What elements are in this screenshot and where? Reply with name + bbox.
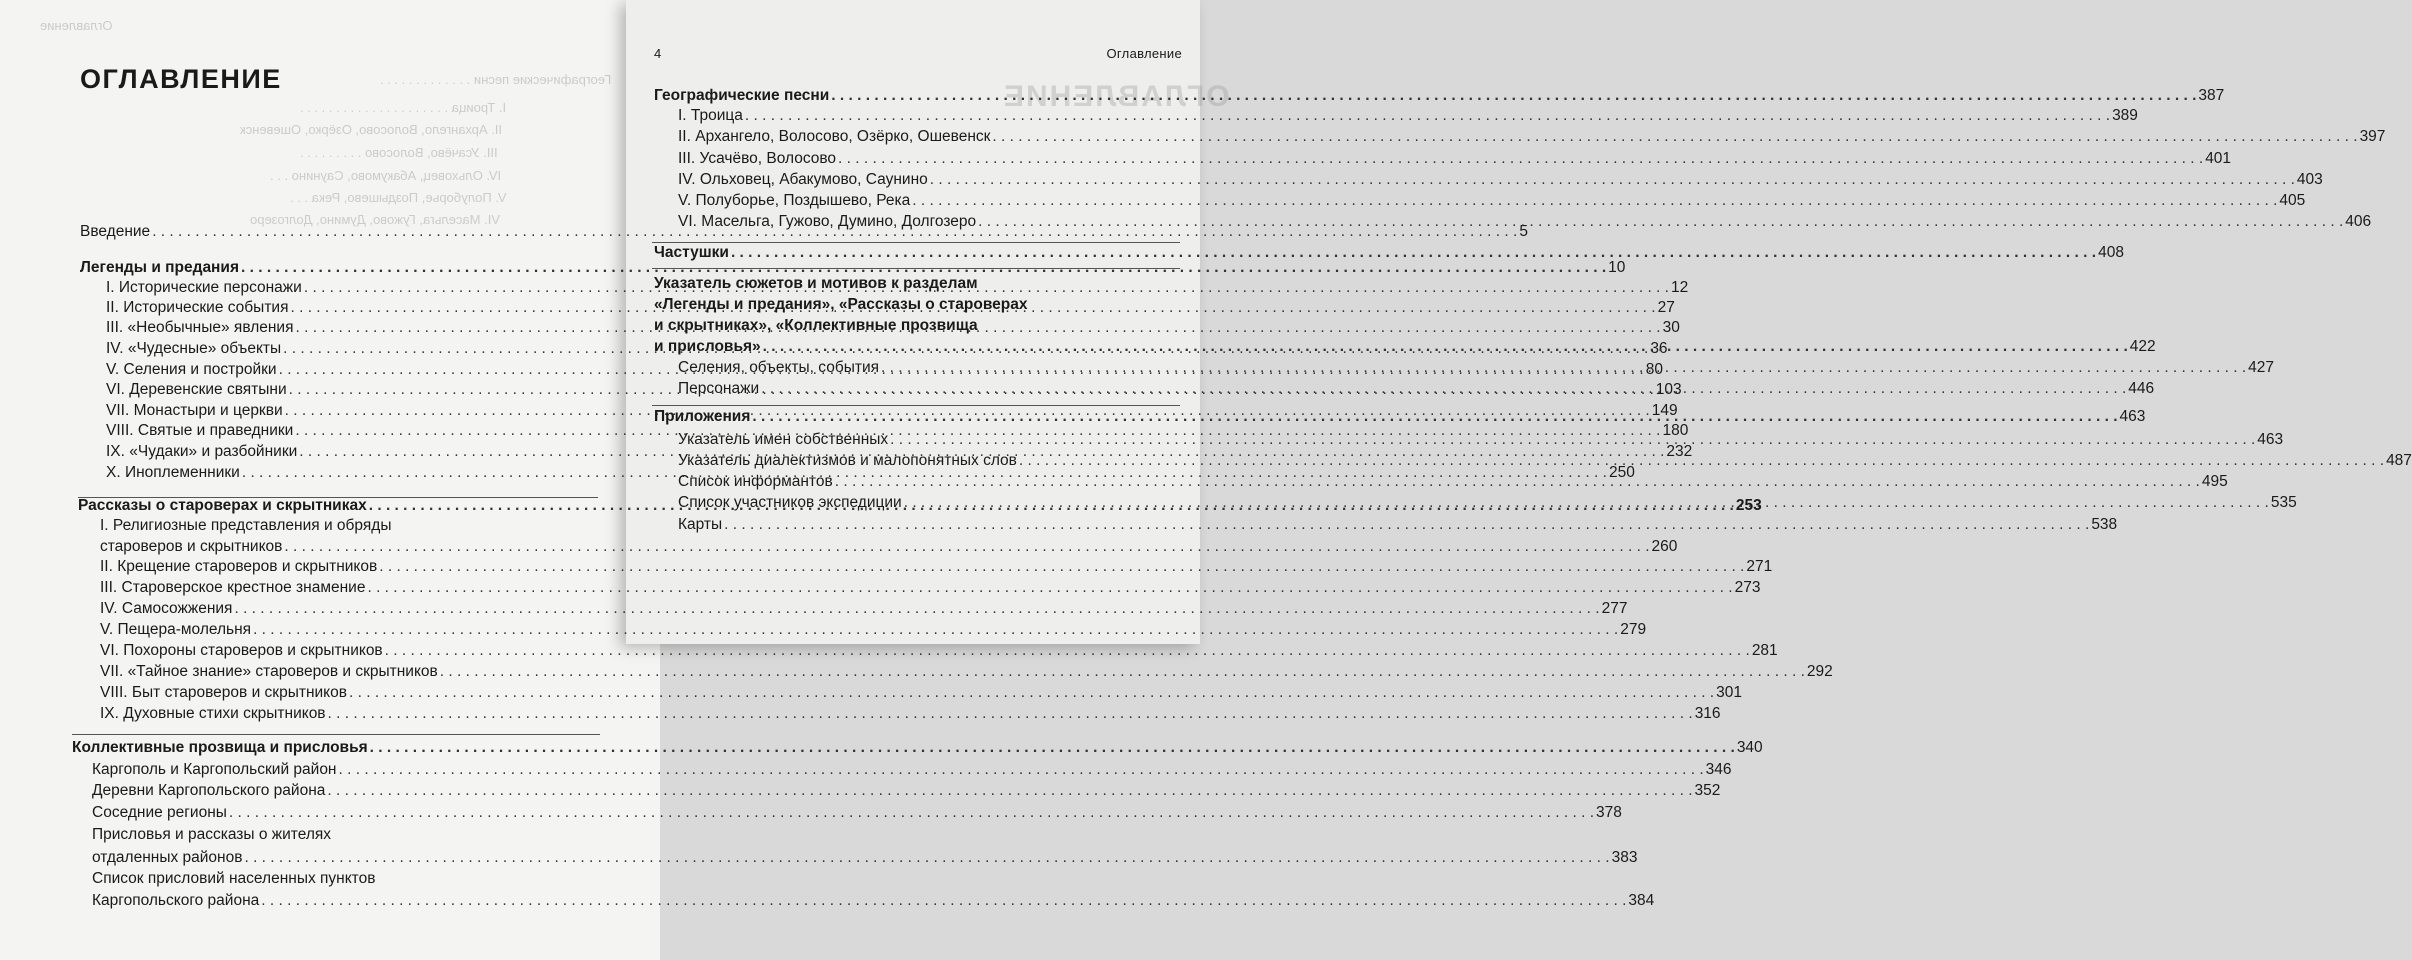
toc-entry[interactable]: II. Крещение староверов и скрытников . . . 271 (100, 557, 596, 577)
toc-entry[interactable]: VI. Похороны староверов и скрытников . . . 281 (100, 641, 596, 661)
toc-section[interactable]: Приложения . . . 463 (654, 407, 1178, 427)
toc-section[interactable]: и присловья» . . . 422 (654, 337, 1178, 357)
toc-entry[interactable]: VI. Масельга, Гужово, Думино, Долгозеро . . . 406 (678, 212, 1178, 232)
toc-entry-line[interactable]: Присловья и рассказы о жителях (92, 826, 332, 843)
toc-entry[interactable]: IX. «Чудаки» и разбойники . . . 232 (106, 442, 596, 462)
toc-entry[interactable]: IV. Ольховец, Абакумово, Саунино . . . 403 (678, 170, 1178, 190)
toc-entry[interactable]: IV. «Чудесные» объекты . . . 36 (106, 339, 596, 359)
toc-entry[interactable]: Селения, объекты, события . . . 427 (678, 358, 1178, 378)
toc-entry[interactable]: Соседние регионы . . . 378 (92, 803, 600, 823)
toc-entry[interactable]: Список участников экспедиции . . . 535 (678, 493, 1178, 513)
toc-section-line[interactable]: и скрытниках», «Коллективные прозвища (654, 317, 978, 334)
toc-entry[interactable]: Карты . . . 538 (678, 515, 1178, 535)
toc-entry-line[interactable]: Список присловий населенных пунктов (92, 870, 376, 887)
toc-entry[interactable]: II. Архангело, Волосово, Озёрко, Ошевенск . . . 397 (678, 127, 1178, 147)
toc-entry[interactable]: Персонажи . . . 446 (678, 379, 1178, 399)
show-through-text: ОГЛАВЛЕНИЕ (1002, 80, 1230, 113)
show-through-text: II. Архангело, Волосово, Озёрко, Ошевенск (240, 122, 503, 137)
toc-entry[interactable]: IV. Самосожжения . . . 277 (100, 599, 596, 619)
show-through-text: Географические песни . . . . . . . . . . . . . (380, 72, 612, 87)
toc-entry[interactable]: Указатель диалектизмов и малопонятных слов . . . 487 (678, 451, 1178, 471)
running-head: Оглавление (1106, 46, 1182, 61)
toc-entry[interactable]: X. Иноплеменники . . . 250 (106, 463, 596, 483)
show-through-text: V. Полуборье, Поздышево, Река . . . (290, 190, 507, 205)
toc-entry[interactable]: V. Пещера-молельня . . . 279 (100, 620, 596, 640)
toc-entry[interactable]: Введение . . . 5 (80, 222, 596, 242)
toc-entry[interactable]: III. Староверское крестное знамение . . . 273 (100, 578, 596, 598)
show-through-text: III. Усачёво, Волосово . . . . . . . . . (300, 145, 498, 160)
toc-entry[interactable]: III. «Необычные» явления . . . 30 (106, 318, 596, 338)
toc-entry[interactable]: IX. Духовные стихи скрытников . . . 316 (100, 704, 596, 724)
toc-section[interactable]: Географические песни . . . 387 (654, 86, 1178, 106)
toc-entry[interactable]: VI. Деревенские святыни . . . 103 (106, 380, 596, 400)
toc-entry[interactable]: Каргополь и Каргопольский район . . . 346 (92, 760, 600, 780)
divider (72, 734, 600, 735)
page-number: 4 (654, 46, 662, 61)
toc-entry[interactable]: отдаленных районов . . . 383 (92, 848, 600, 868)
toc-entry[interactable]: староверов и скрытников . . . 260 (100, 537, 596, 557)
toc-section-line[interactable]: Указатель сюжетов и мотивов к разделам (654, 275, 978, 292)
toc-section-line[interactable]: «Легенды и предания», «Рассказы о староверах (654, 296, 1028, 313)
toc-section[interactable]: Легенды и предания . . . 10 (80, 258, 596, 278)
toc-section[interactable]: Рассказы о староверах и скрытниках . . . 253 (78, 496, 596, 516)
toc-entry[interactable]: VIII. Святые и праведники . . . 180 (106, 421, 596, 441)
show-through-text: IV. Ольховец, Абакумово, Саунино . . . (270, 168, 502, 183)
toc-entry[interactable]: VIII. Быт староверов и скрытников . . . 301 (100, 683, 596, 703)
toc-entry[interactable]: Деревни Каргопольского района . . . 352 (92, 781, 600, 801)
toc-entry[interactable]: I. Троица . . . 389 (678, 106, 1178, 126)
toc-section[interactable]: Коллективные прозвища и присловья . . . 340 (72, 738, 600, 758)
toc-entry[interactable]: V. Полуборье, Поздышево, Река . . . 405 (678, 191, 1178, 211)
page-title: ОГЛАВЛЕНИЕ (80, 64, 282, 94)
toc-entry[interactable]: Каргопольского района . . . 384 (92, 891, 600, 911)
toc-section[interactable]: Частушки . . . 408 (654, 243, 1178, 263)
show-through-text: VI. Масельга, Гужово, Думино, Долгозеро (250, 212, 501, 227)
show-through-text: Оглавление (40, 18, 113, 33)
toc-entry[interactable]: III. Усачёво, Волосово . . . 401 (678, 149, 1178, 169)
toc-entry[interactable]: VII. «Тайное знание» староверов и скрытников . . . 292 (100, 662, 596, 682)
toc-entry-line[interactable]: I. Религиозные представления и обряды (100, 517, 392, 534)
toc-entry[interactable]: Список информантов . . . 495 (678, 472, 1178, 492)
toc-entry[interactable]: Указатель имен собственных . . . 463 (678, 430, 1178, 450)
toc-entry[interactable]: V. Селения и постройки . . . 80 (106, 360, 596, 380)
toc-entry[interactable]: I. Исторические персонажи . . . 12 (106, 278, 596, 298)
toc-entry[interactable]: VII. Монастыри и церкви . . . 149 (106, 401, 596, 421)
show-through-text: I. Троица . . . . . . . . . . . . . . . . . . . . . (300, 100, 507, 115)
toc-entry[interactable]: II. Исторические события . . . 27 (106, 298, 596, 318)
